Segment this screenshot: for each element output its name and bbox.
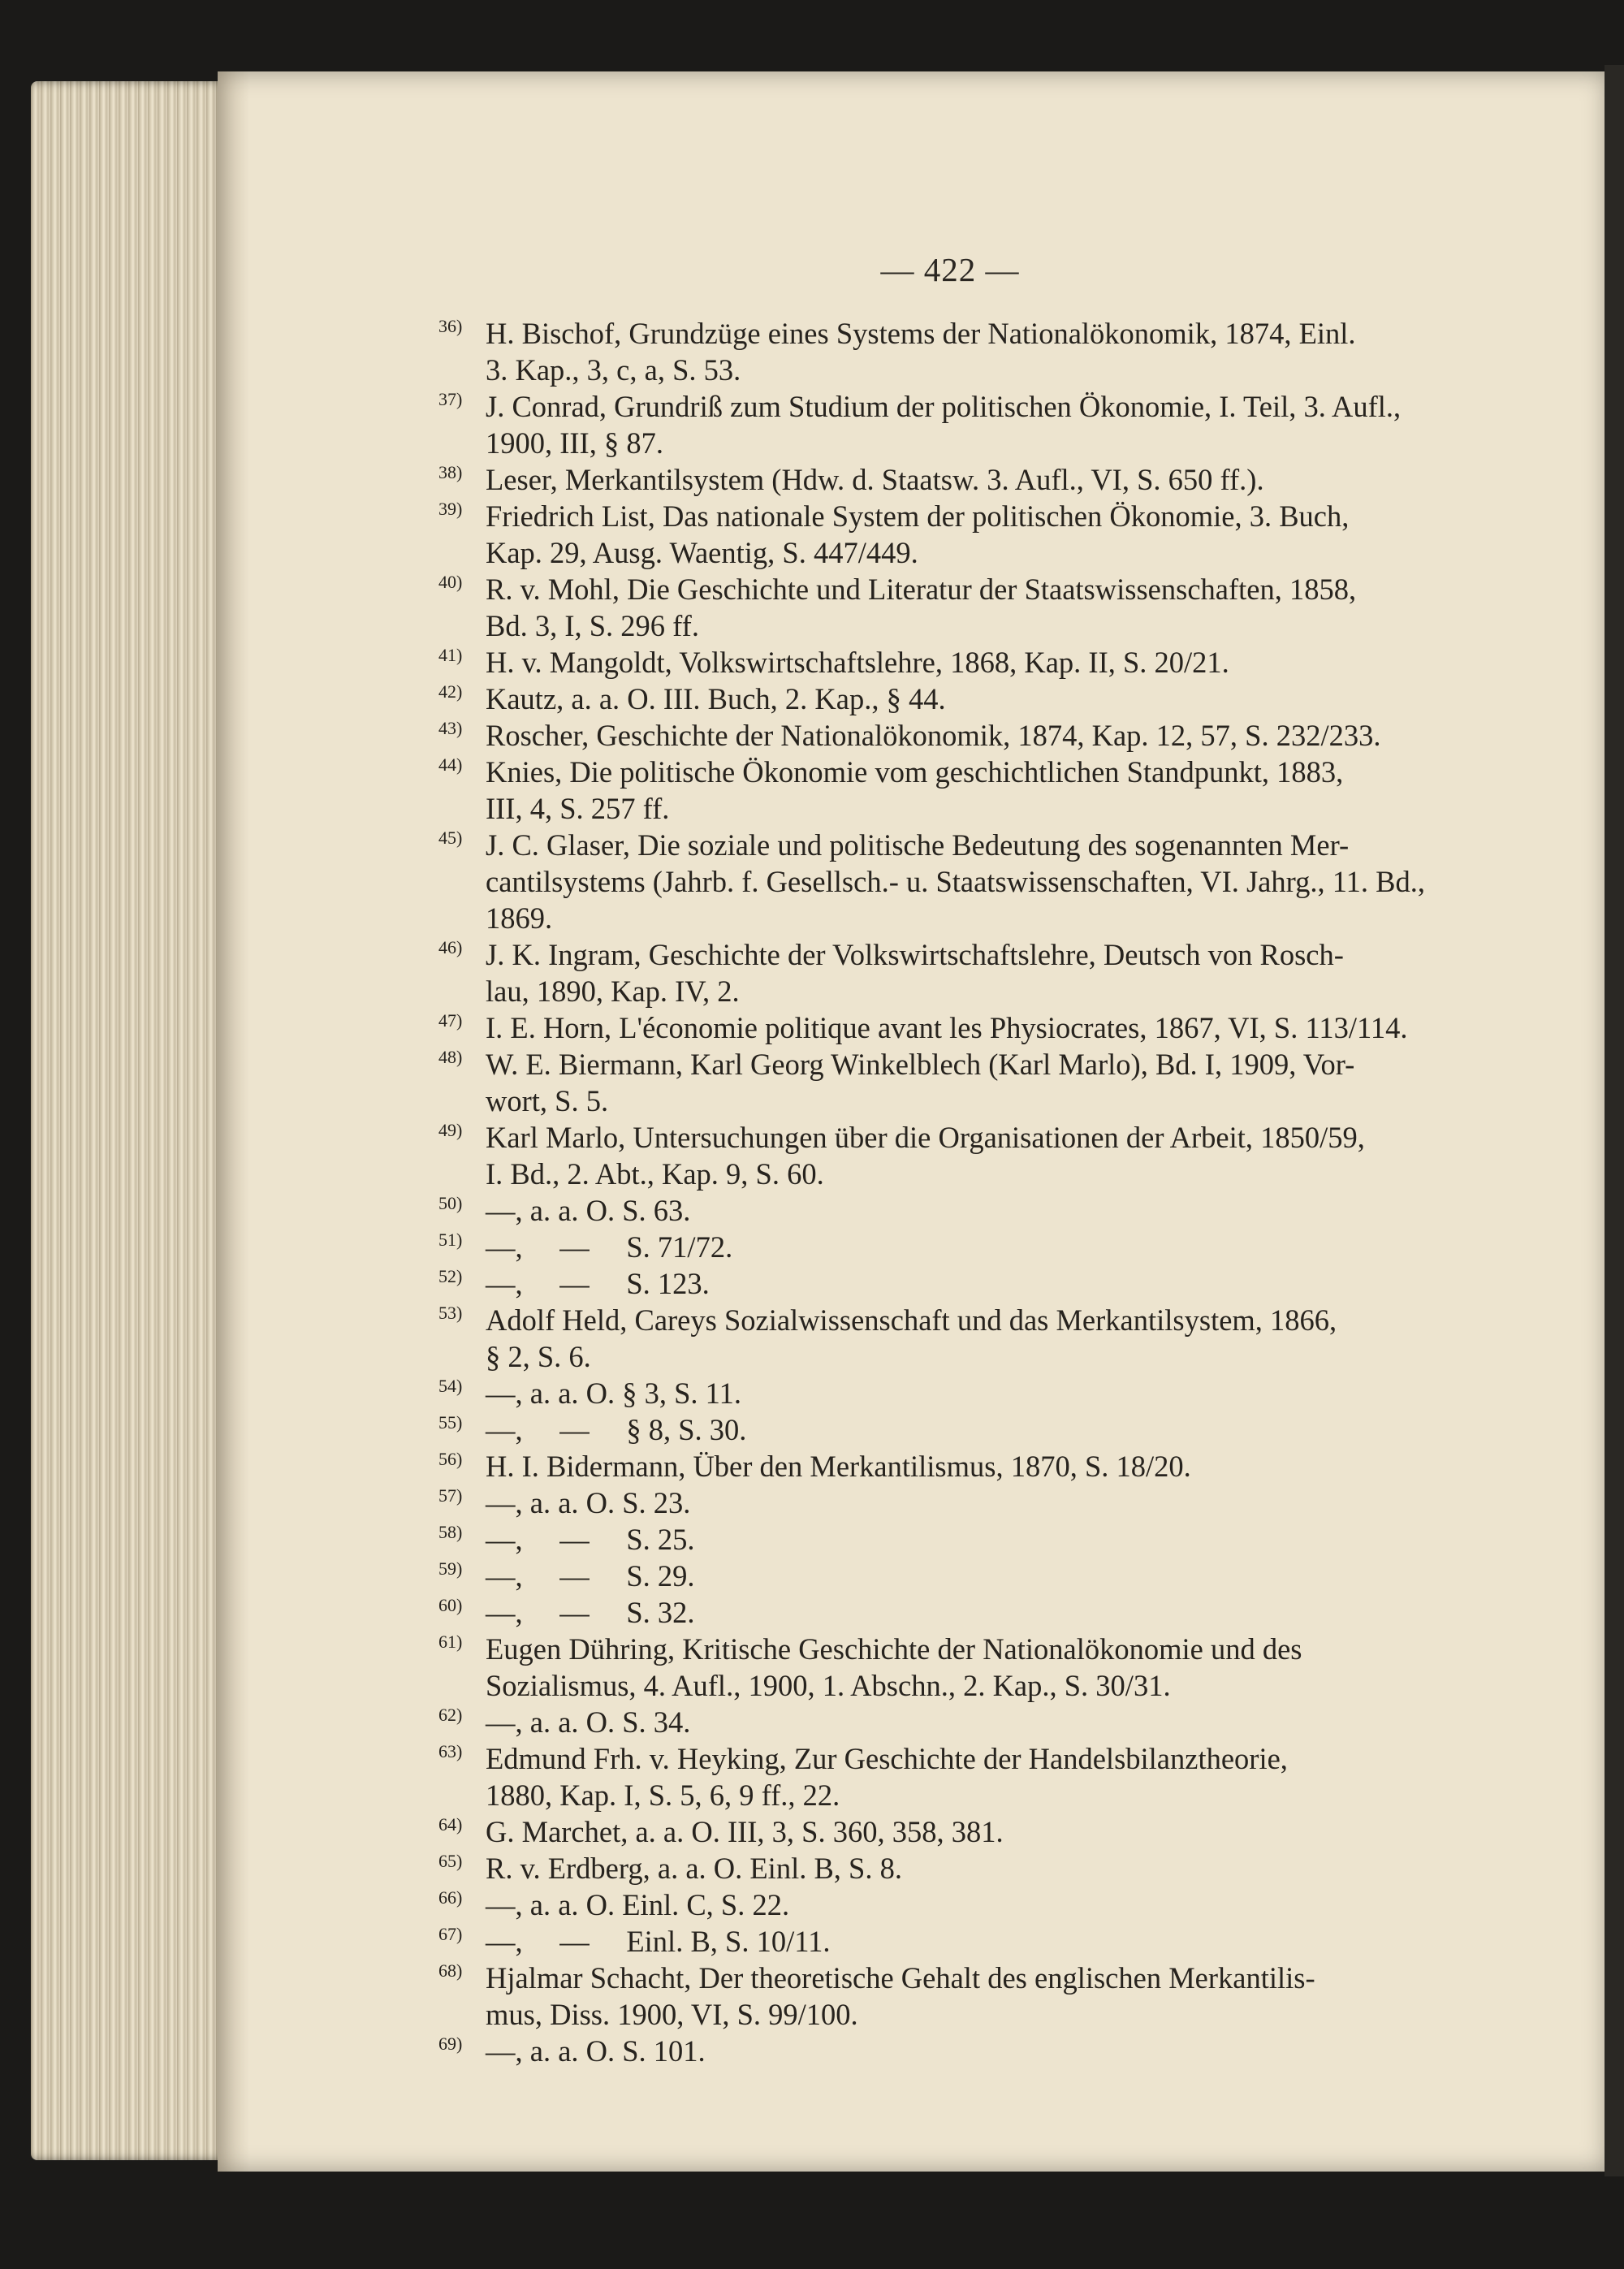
footnote-line: § 2, S. 6.: [486, 1340, 591, 1373]
footnote-line: 3. Kap., 3, c, a, S. 53.: [486, 353, 741, 387]
footnote-line: Friedrich List, Das nationale System der politischen Ökonomie, 3. Buch,: [486, 499, 1350, 533]
footnote: [438, 315, 1455, 388]
footnote: [438, 1704, 1455, 1740]
footnote: [438, 1887, 1455, 1923]
footnote-number: 39): [438, 499, 463, 519]
footnote-line: —, a. a. O. § 3, S. 11.: [486, 1377, 741, 1410]
footnote-line: wort, S. 5.: [486, 1084, 609, 1117]
footnote-line: R. v. Erdberg, a. a. O. Einl. B, S. 8.: [486, 1852, 902, 1885]
footnote: [438, 1448, 1455, 1485]
footnote-number: 40): [438, 572, 463, 592]
footnote-number: 50): [438, 1193, 463, 1213]
footnote-line: Knies, Die politische Ökonomie vom geschichtlichen Standpunkt, 1883,: [486, 755, 1344, 789]
footnote-line: R. v. Mohl, Die Geschichte und Literatur der Staatswissenschaften, 1858,: [486, 573, 1357, 606]
footnote-number: 41): [438, 645, 463, 665]
footnote-line: I. E. Horn, L'économie politique avant les Physiocrates, 1867, VI, S. 113/114.: [486, 1011, 1408, 1044]
footnote: [438, 1850, 1455, 1887]
footnote: [438, 1923, 1455, 1960]
footnote: [438, 498, 1455, 571]
footnote-number: 43): [438, 718, 463, 738]
footnote-line: Leser, Merkantilsystem (Hdw. d. Staatsw. 3. Aufl., VI, S. 650 ff.).: [486, 463, 1264, 496]
footnote-number: 66): [438, 1887, 463, 1908]
footnote-number: 44): [438, 754, 463, 775]
footnote-line: —, — S. 71/72.: [486, 1230, 733, 1264]
footnote-line: cantilsystems (Jahrb. f. Gesellsch.- u. Staatswissenschaften, VI. Jahrg., 11. Bd.,: [486, 865, 1425, 898]
footnote-number: 64): [438, 1814, 463, 1835]
footnote: [438, 644, 1455, 681]
footnote-line: 1900, III, § 87.: [486, 426, 663, 460]
footnote-number: 55): [438, 1412, 463, 1433]
footnote-line: G. Marchet, a. a. O. III, 3, S. 360, 358, 381.: [486, 1815, 1004, 1848]
footnote: [438, 681, 1455, 717]
footnote: [438, 1740, 1455, 1813]
footnote-line: lau, 1890, Kap. IV, 2.: [486, 975, 740, 1008]
footnote-line: —, a. a. O. S. 63.: [486, 1194, 691, 1227]
footnote-line: Kap. 29, Ausg. Waentig, S. 447/449.: [486, 536, 918, 569]
footnote-line: H. I. Bidermann, Über den Merkantilismus, 1870, S. 18/20.: [486, 1450, 1191, 1483]
footnote-number: 36): [438, 316, 463, 336]
footnote: [438, 1411, 1455, 1448]
footnote-line: —, — S. 123.: [486, 1267, 710, 1300]
footnote: [438, 1119, 1455, 1192]
footnote-line: —, — Einl. B, S. 10/11.: [486, 1925, 831, 1958]
footnote: [438, 1009, 1455, 1046]
footnote-number: 53): [438, 1303, 463, 1323]
footnote: [438, 2033, 1455, 2069]
footnote-number: 58): [438, 1522, 463, 1542]
footnote-list: [438, 315, 1455, 2069]
footnote-line: H. v. Mangoldt, Volkswirtschaftslehre, 1868, Kap. II, S. 20/21.: [486, 646, 1229, 679]
footnote-number: 57): [438, 1485, 463, 1506]
footnote-number: 61): [438, 1632, 463, 1652]
footnote-number: 38): [438, 462, 463, 482]
page-number: — 422 —: [880, 251, 1020, 288]
footnote: [438, 754, 1455, 827]
page-gutter-shadow: [218, 71, 250, 2172]
footnote-number: 51): [438, 1230, 463, 1250]
footnote: [438, 1485, 1455, 1521]
footnote-line: J. C. Glaser, Die soziale und politische Bedeutung des sogenannten Mer-: [486, 828, 1350, 862]
footnote-line: 1869.: [486, 901, 553, 935]
footnote: [438, 1265, 1455, 1302]
footnote-number: 62): [438, 1705, 463, 1725]
footnote-number: 47): [438, 1010, 463, 1031]
footnote: [438, 1375, 1455, 1411]
footnote-number: 48): [438, 1047, 463, 1067]
footnote-line: Bd. 3, I, S. 296 ff.: [486, 609, 699, 642]
facing-page-edge: [1605, 65, 1624, 2176]
footnote-number: 37): [438, 389, 463, 409]
footnote-line: J. Conrad, Grundriß zum Studium der politischen Ökonomie, I. Teil, 3. Aufl.,: [486, 390, 1402, 423]
footnote: [438, 936, 1455, 1009]
footnote-number: 59): [438, 1558, 463, 1579]
footnote-number: 54): [438, 1376, 463, 1396]
footnote-line: Sozialismus, 4. Aufl., 1900, 1. Abschn., 2. Kap., S. 30/31.: [486, 1669, 1171, 1702]
footnote-line: Kautz, a. a. O. III. Buch, 2. Kap., § 44.: [486, 682, 946, 715]
footnote-number: 65): [438, 1851, 463, 1871]
footnote: [438, 1302, 1455, 1375]
footnote-number: 49): [438, 1120, 463, 1140]
footnote: [438, 461, 1455, 498]
footnote-line: Adolf Held, Careys Sozialwissenschaft und das Merkantilsystem, 1866,: [486, 1303, 1337, 1337]
footnote: [438, 1229, 1455, 1265]
footnote-number: 52): [438, 1266, 463, 1286]
footnote-number: 45): [438, 828, 463, 848]
footnote-line: —, a. a. O. Einl. C, S. 22.: [486, 1888, 790, 1921]
footnote-line: Karl Marlo, Untersuchungen über die Organisationen der Arbeit, 1850/59,: [486, 1121, 1365, 1154]
footnote-line: III, 4, S. 257 ff.: [486, 792, 670, 825]
footnote-line: —, — S. 32.: [486, 1596, 695, 1629]
footnote: [438, 1521, 1455, 1558]
footnote: [438, 1192, 1455, 1229]
footnote-line: Roscher, Geschichte der Nationalökonomik, 1874, Kap. 12, 57, S. 232/233.: [486, 719, 1381, 752]
footnote-line: I. Bd., 2. Abt., Kap. 9, S. 60.: [486, 1157, 824, 1191]
footnote-number: 69): [438, 2033, 463, 2054]
footnote: [438, 1960, 1455, 2033]
footnote-number: 63): [438, 1741, 463, 1761]
footnote-line: J. K. Ingram, Geschichte der Volkswirtschaftslehre, Deutsch von Rosch-: [486, 938, 1344, 971]
footnote-line: Edmund Frh. v. Heyking, Zur Geschichte der Handelsbilanztheorie,: [486, 1742, 1288, 1775]
footnote: [438, 827, 1455, 936]
footnote: [438, 1046, 1455, 1119]
footnote-number: 60): [438, 1595, 463, 1615]
footnote: [438, 717, 1455, 754]
footnote-number: 56): [438, 1449, 463, 1469]
footnote: [438, 1813, 1455, 1850]
footnote-line: H. Bischof, Grundzüge eines Systems der Nationalökonomik, 1874, Einl.: [486, 317, 1356, 350]
footnote-line: —, — § 8, S. 30.: [486, 1413, 747, 1446]
footnote-number: 67): [438, 1924, 463, 1944]
footnote: [438, 1558, 1455, 1594]
footnote-line: —, a. a. O. S. 34.: [486, 1705, 691, 1739]
footnote-line: Hjalmar Schacht, Der theoretische Gehalt des englischen Merkantilis-: [486, 1961, 1315, 1995]
footnote: [438, 571, 1455, 644]
footnote-number: 42): [438, 681, 463, 702]
book-page-edges: [31, 81, 226, 2160]
footnote-line: —, a. a. O. S. 101.: [486, 2034, 706, 2068]
footnote-line: —, — S. 29.: [486, 1559, 695, 1593]
footnote-line: —, a. a. O. S. 23.: [486, 1486, 691, 1519]
footnote: [438, 1594, 1455, 1631]
footnote: [438, 1631, 1455, 1704]
footnote-number: 46): [438, 937, 463, 957]
footnote-line: mus, Diss. 1900, VI, S. 99/100.: [486, 1998, 858, 2031]
footnote-line: W. E. Biermann, Karl Georg Winkelblech (Karl Marlo), Bd. I, 1909, Vor-: [486, 1048, 1355, 1081]
footnote-line: Eugen Dühring, Kritische Geschichte der Nationalökonomie und des: [486, 1632, 1302, 1666]
footnote-line: —, — S. 25.: [486, 1523, 695, 1556]
footnote-line: 1880, Kap. I, S. 5, 6, 9 ff., 22.: [486, 1778, 840, 1812]
footnote: [438, 388, 1455, 461]
footnote-number: 68): [438, 1960, 463, 1981]
